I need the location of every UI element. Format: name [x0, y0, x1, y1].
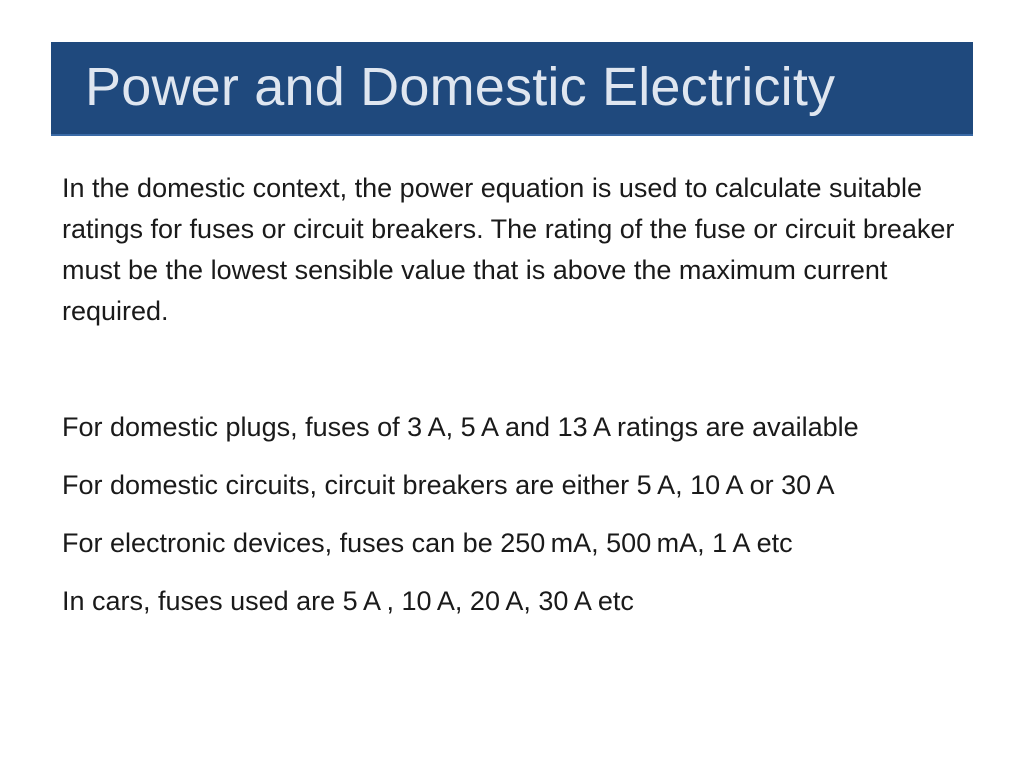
slide-title: Power and Domestic Electricity — [85, 57, 836, 117]
fuse-rating-list — [62, 408, 967, 640]
list-item-domestic-circuits: For domestic circuits, circuit breakers are either 5 A, 10 A or 30 A — [62, 470, 835, 500]
list-item-cars: In cars, fuses used are 5 A , 10 A, 20 A, 30 A etc — [62, 586, 634, 616]
list-item-electronic-devices: For electronic devices, fuses can be 250 mA, 500 mA, 1 A etc — [62, 528, 793, 558]
slide-body — [62, 168, 967, 616]
intro-paragraph: In the domestic context, the power equation is used to calculate suitable ratings for fuses or circuit breakers. The rating of the fuse or circuit breaker must be the lowest sensible value that is above the maximum current required. — [62, 173, 955, 326]
list-item-domestic-plugs: For domestic plugs, fuses of 3 A, 5 A and 13 A ratings are available — [62, 412, 859, 442]
title-bar — [51, 42, 973, 136]
